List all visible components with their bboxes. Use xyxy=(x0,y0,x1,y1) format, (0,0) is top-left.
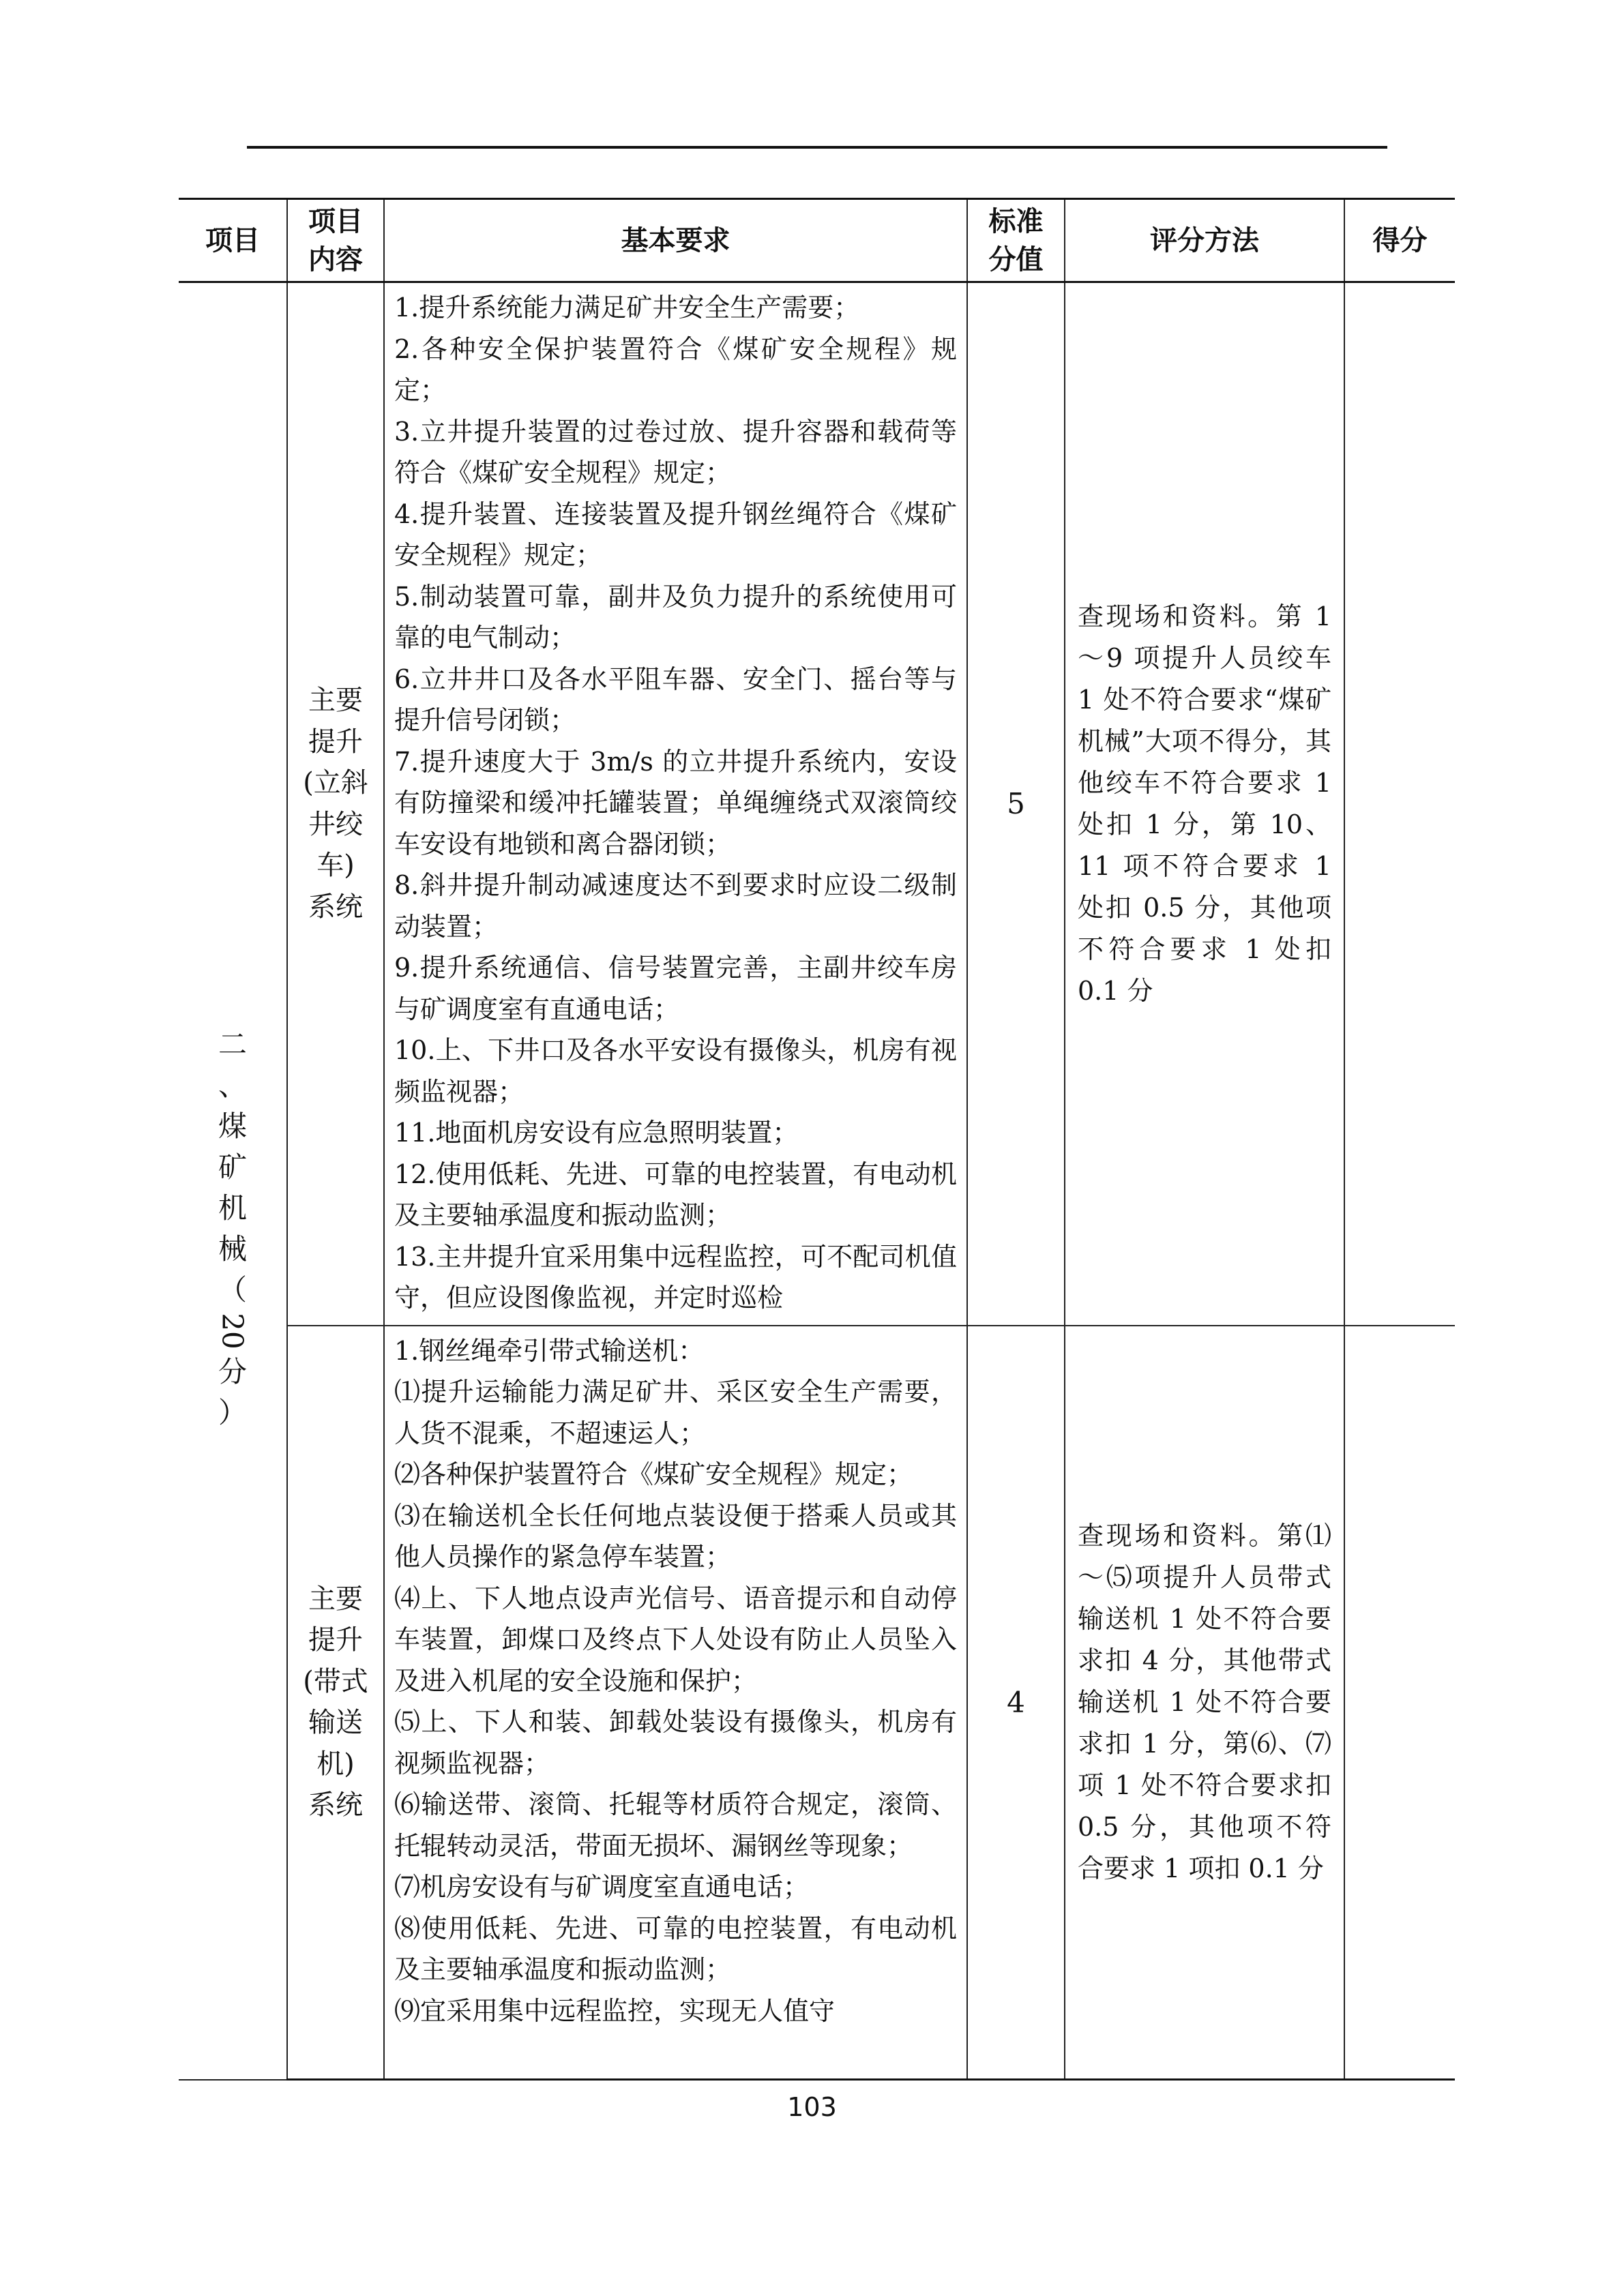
category-cell: 二 、 煤 矿 机 械 （ 20 分 ） xyxy=(179,282,287,2080)
row-content-belt-conveyor: 主要 提升 (带式 输送 机) 系统 xyxy=(287,1326,384,2080)
header-content: 项目 内容 xyxy=(287,199,384,282)
row-method: 查现场和资料。第⑴～⑸项提升人员带式输送机 1 处不符合要求扣 4 分，其他带式输送机 1 处不符合要求扣 1 分，第⑹、⑺项 1 处不符合要求扣 0.5 分，其他项不符合要求 1 项扣 0.1 分 xyxy=(1065,1326,1344,2080)
header-rule xyxy=(247,146,1387,149)
header-standard-score: 标准 分值 xyxy=(967,199,1065,282)
row-score-cell xyxy=(1344,1326,1455,2080)
table-row xyxy=(179,1326,1455,2080)
row-requirements-hoist-winch: 1.提升系统能力满足矿井安全生产需要； 2.各种安全保护装置符合《煤矿安全规程》规定； 3.立井提升装置的过卷过放、提升容器和载荷等符合《煤矿安全规程》规定； 4.提升装置、连接装置及提升钢丝绳符合《煤矿安全规程》规定； 5.制动装置可靠，副井及负力提升的系统使用可靠的电气制动； 6.立井井口及各水平阻车器、安全门、摇台等与提升信号闭锁； 7.提升速度大于 3m/s 的立井提升系统内，安设有防撞梁和缓冲托罐装置；单绳缠绕式双滚筒绞车安设有地锁和离合器闭锁； 8.斜井提升制动减速度达不到要求时应设二级制动装置； 9.提升系统通信、信号装置完善，主副井绞车房与矿调度室有直通电话； 10.上、下井口及各水平安设有摄像头，机房有视频监视器； 11.地面机房安设有应急照明装置； 12.使用低耗、先进、可靠的电控装置，有电动机及主要轴承温度和振动监测； 13.主井提升宜采用集中远程监控，可不配司机值守，但应设图像监视，并定时巡检 xyxy=(384,282,967,1326)
header-requirements: 基本要求 xyxy=(384,199,967,282)
page-number: 103 xyxy=(787,2092,837,2122)
table-header-row xyxy=(179,199,1455,282)
row-requirements-belt-conveyor: 1.钢丝绳牵引带式输送机： ⑴提升运输能力满足矿井、采区安全生产需要，人货不混乘，不超速运人； ⑵各种保护装置符合《煤矿安全规程》规定； ⑶在输送机全长任何地点装设便于搭乘人员或其他人员操作的紧急停车装置； ⑷上、下人地点设声光信号、语音提示和自动停车装置，卸煤口及终点下人处设有防止人员坠入及进入机尾的安全设施和保护； ⑸上、下人和装、卸载处装设有摄像头，机房有视频监视器； ⑹输送带、滚筒、托辊等材质符合规定，滚筒、托辊转动灵活，带面无损坏、漏钢丝等现象； ⑺机房安设有与矿调度室直通电话； ⑻使用低耗、先进、可靠的电控装置，有电动机及主要轴承温度和振动监测； ⑼宜采用集中远程监控，实现无人值守 xyxy=(384,1326,967,2080)
row-standard-score: 4 xyxy=(967,1326,1065,2080)
row-method: 查现场和资料。第 1～9 项提升人员绞车 1 处不符合要求“煤矿机械”大项不得分，其他绞车不符合要求 1 处扣 1 分，第 10、11 项不符合要求 1 处扣 0.5 分，其他项不符合要求 1 处扣 0.1 分 xyxy=(1065,282,1344,1326)
row-content-hoist-winch: 主要 提升 (立斜 井绞 车) 系统 xyxy=(287,282,384,1326)
row-standard-score: 5 xyxy=(967,282,1065,1326)
scoring-table xyxy=(179,198,1455,2081)
header-item: 项目 xyxy=(179,199,287,282)
header-method: 评分方法 xyxy=(1065,199,1344,282)
table-row xyxy=(179,282,1455,1326)
header-score: 得分 xyxy=(1344,199,1455,282)
row-score-cell xyxy=(1344,282,1455,1326)
